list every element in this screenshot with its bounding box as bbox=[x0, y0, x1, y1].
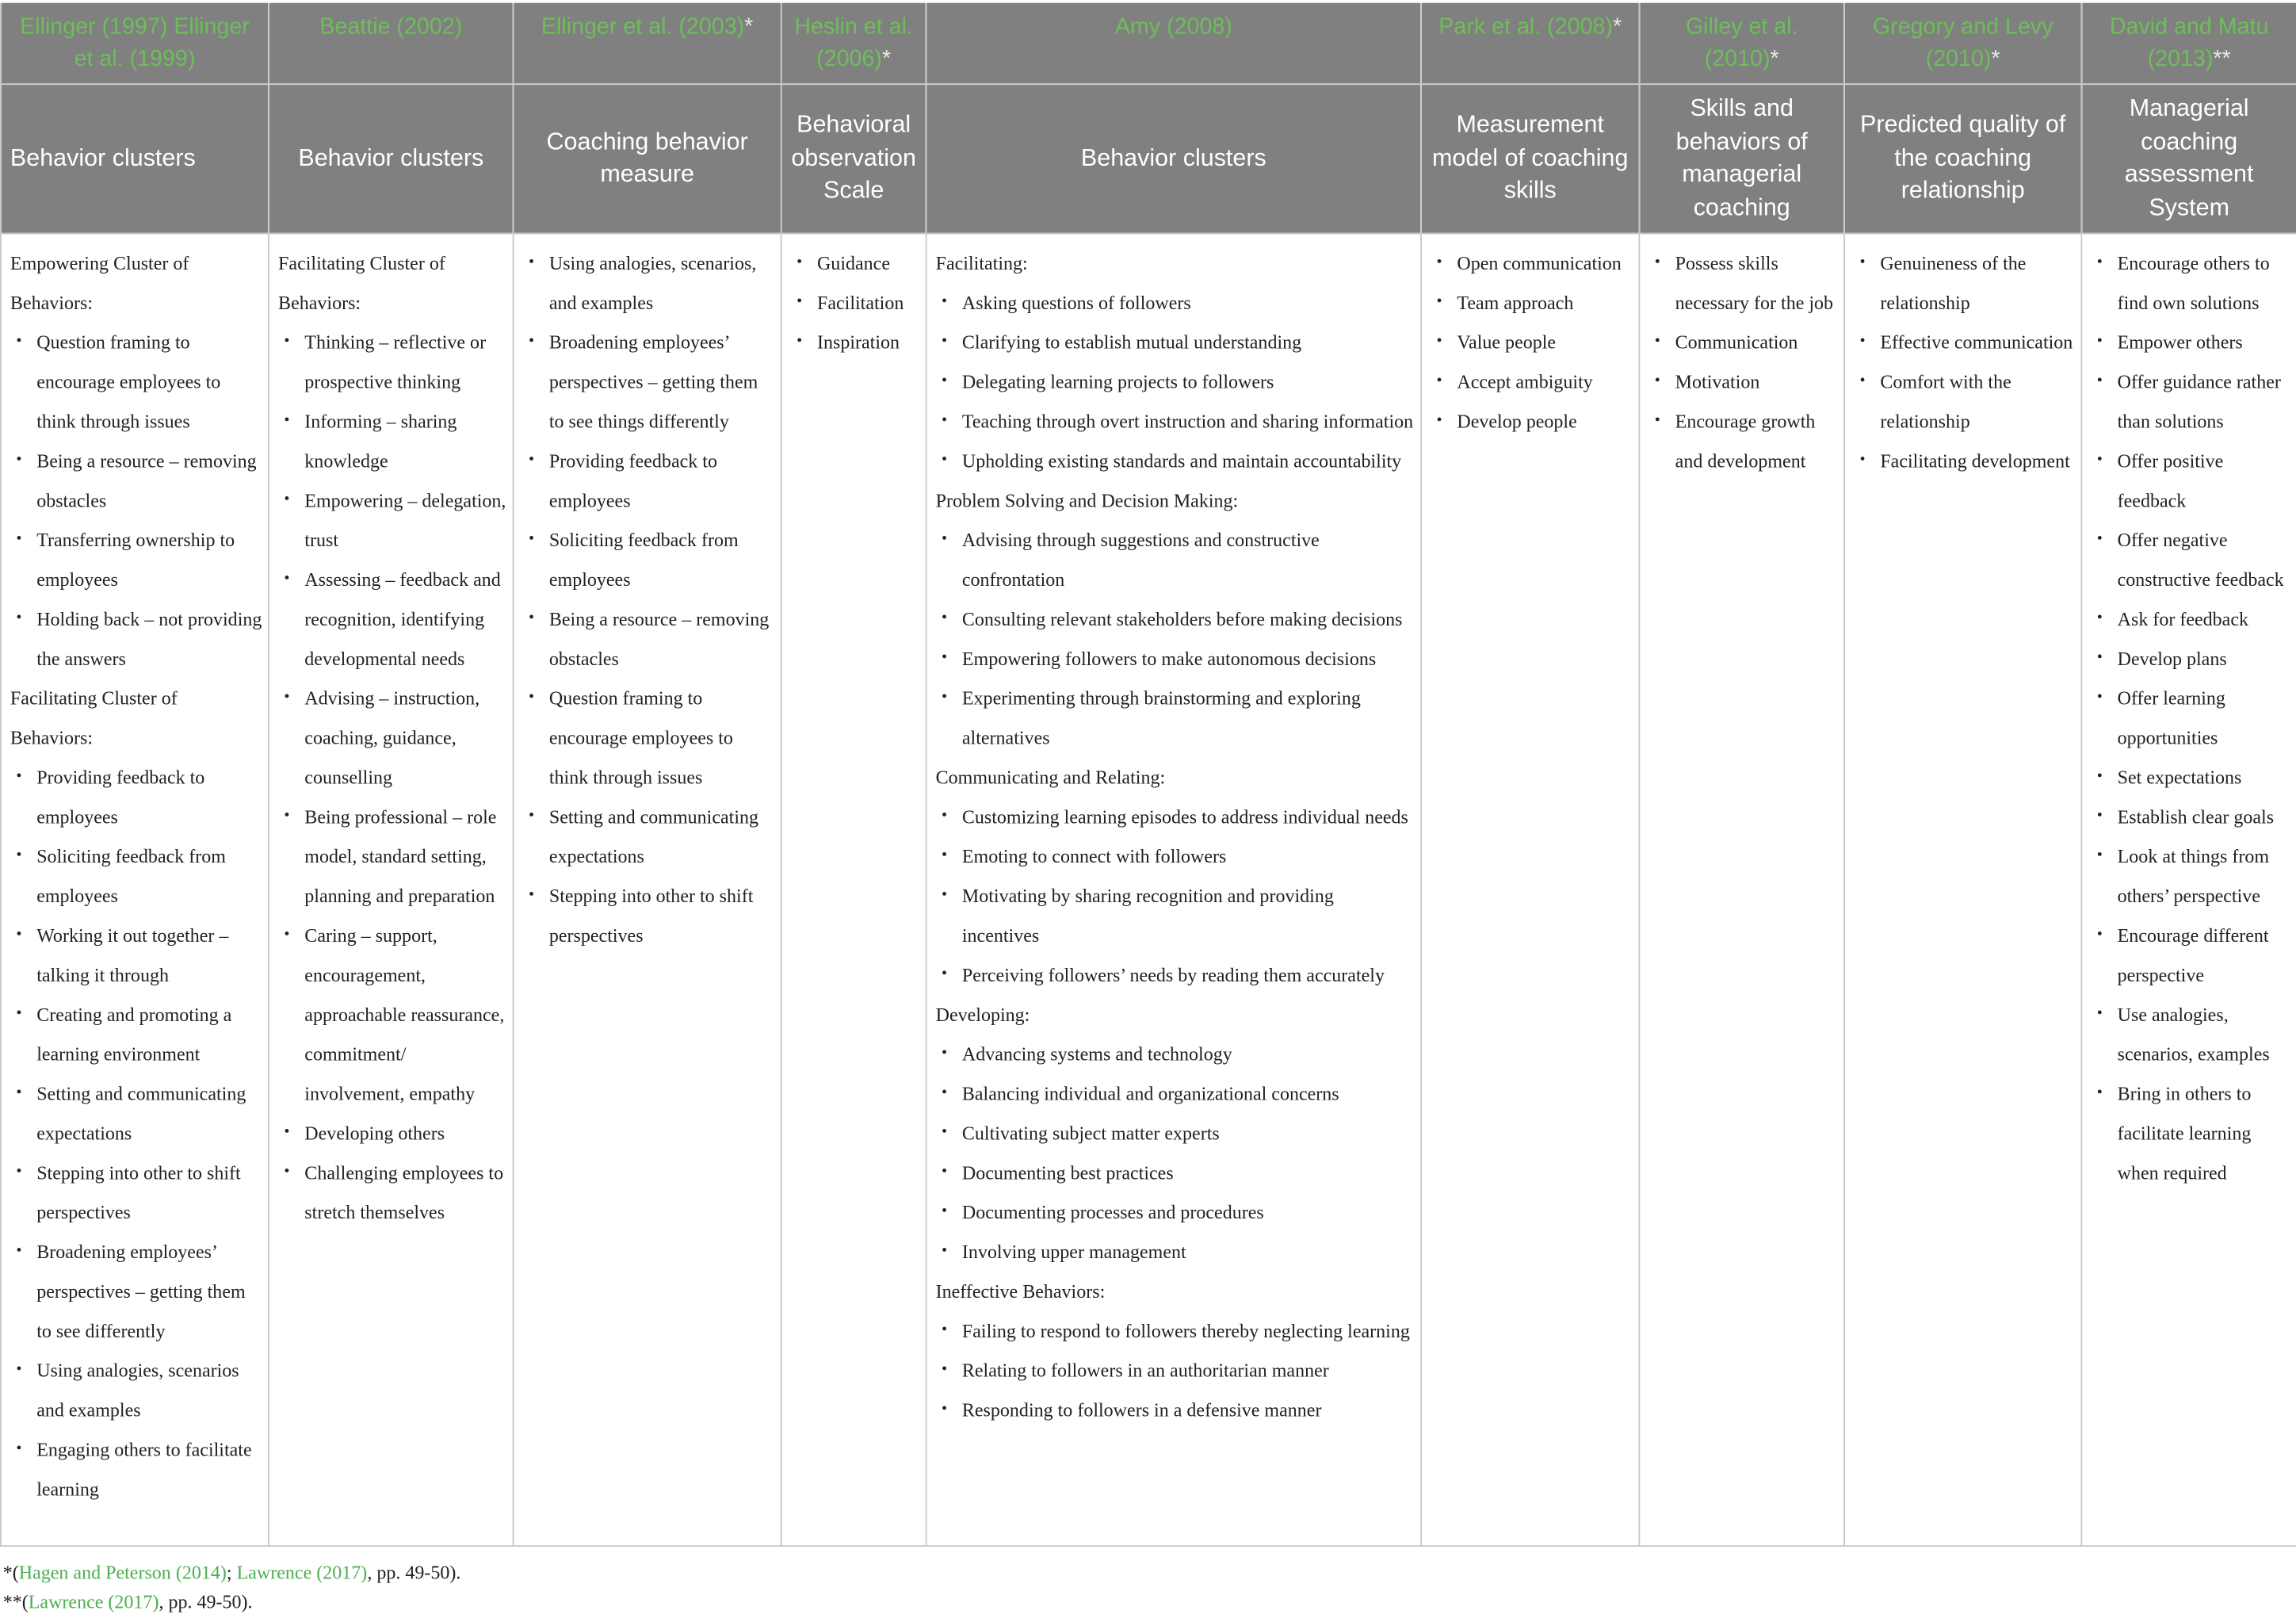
footnote-mark: * bbox=[2, 1561, 13, 1584]
source-citation-link[interactable]: Ellinger et al. (2003) bbox=[541, 14, 745, 40]
behavior-item: • Guidance bbox=[817, 243, 919, 282]
source-citation-cell bbox=[2081, 3, 2296, 84]
behavior-list bbox=[936, 282, 1415, 480]
behavior-list bbox=[936, 796, 1415, 993]
behavior-item: • Using analogies, scenarios and examples bbox=[36, 1350, 262, 1429]
behavior-item: • Providing feedback to employees bbox=[549, 440, 775, 519]
column-header: Behavioral observation Scale bbox=[781, 83, 926, 232]
footnote-1: *(Hagen and Peterson (2014); Lawrence (2017), pp. 49-50). bbox=[2, 1561, 461, 1584]
behavior-list bbox=[936, 1310, 1415, 1429]
behavior-item: • Providing feedback to employees bbox=[36, 756, 262, 836]
source-citation-link[interactable]: Ellinger (1997) Ellinger et al. (1999) bbox=[20, 14, 250, 72]
behavior-item: • Soliciting feedback from employees bbox=[36, 836, 262, 915]
behavior-list-cell bbox=[269, 233, 514, 1545]
behavior-list-cell bbox=[1421, 233, 1639, 1545]
behavior-item: • Motivation bbox=[1675, 361, 1838, 400]
behavior-item: • Responding to followers in a defensive manner bbox=[962, 1389, 1415, 1429]
source-citation-cell bbox=[1421, 3, 1639, 84]
behavior-list bbox=[2091, 243, 2290, 1192]
behavior-item: • Communication bbox=[1675, 322, 1838, 362]
behavior-item: • Use analogies, scenarios, examples bbox=[2118, 994, 2290, 1073]
behavior-list-cell bbox=[1, 233, 269, 1545]
behavior-list bbox=[936, 1033, 1415, 1270]
source-citation-cell bbox=[514, 3, 781, 84]
column-header: Behavior clusters bbox=[1, 83, 269, 232]
behavior-item: • Being a resource – removing obstacles bbox=[549, 599, 775, 678]
behavior-item: • Motivating by sharing recognition and providing incentives bbox=[962, 875, 1415, 954]
cluster-heading: Ineffective Behaviors: bbox=[935, 1279, 1106, 1302]
source-citation-link[interactable]: Beattie (2002) bbox=[319, 14, 463, 40]
behavior-list-row bbox=[1, 233, 2296, 1545]
behavior-list bbox=[278, 322, 506, 1231]
behavior-item: • Team approach bbox=[1457, 282, 1633, 322]
behavior-item: • Offer negative constructive feedback bbox=[2118, 519, 2290, 599]
behavior-list-cell bbox=[2081, 233, 2296, 1545]
behavior-item: • Transferring ownership to employees bbox=[36, 519, 262, 599]
behavior-item: • Advising through suggestions and constructive confrontation bbox=[962, 519, 1415, 599]
column-header: Behavior clusters bbox=[269, 83, 514, 232]
behavior-item: • Setting and communicating expectations bbox=[36, 1073, 262, 1152]
behavior-item: • Customizing learning episodes to address individual needs bbox=[962, 796, 1415, 836]
behavior-item: • Genuineness of the relationship bbox=[1880, 243, 2075, 322]
behavior-item: • Being professional – role model, standard setting, planning and preparation bbox=[304, 796, 506, 915]
behavior-item: • Clarifying to establish mutual understanding bbox=[962, 322, 1415, 362]
behavior-item: • Accept ambiguity bbox=[1457, 361, 1633, 400]
behavior-item: • Setting and communicating expectations bbox=[549, 796, 775, 875]
citation-link-lawrence[interactable]: Lawrence (2017) bbox=[28, 1590, 159, 1613]
behavior-item: • Challenging employees to stretch themselves bbox=[304, 1152, 506, 1231]
behavior-item: • Stepping into other to shift perspectives bbox=[36, 1152, 262, 1231]
behavior-list bbox=[10, 756, 262, 1508]
behavior-item: • Bring in others to facilitate learning when required bbox=[2118, 1073, 2290, 1192]
behavior-item: • Develop people bbox=[1457, 400, 1633, 440]
behavior-item: • Engaging others to facilitate learning bbox=[36, 1429, 262, 1508]
cluster-heading: Problem Solving and Decision Making: bbox=[935, 488, 1239, 511]
behavior-item: • Informing – sharing knowledge bbox=[304, 400, 506, 480]
behavior-item: • Question framing to encourage employees to think through issues bbox=[549, 678, 775, 797]
behavior-item: • Establish clear goals bbox=[2118, 796, 2290, 836]
cluster-heading: Communicating and Relating: bbox=[935, 765, 1166, 788]
source-row bbox=[1, 3, 2296, 84]
behavior-item: • Documenting processes and procedures bbox=[962, 1192, 1415, 1231]
source-citation-cell bbox=[926, 3, 1421, 84]
source-citation-link[interactable]: Gilley et al. (2010) bbox=[1685, 14, 1798, 72]
behavior-item: • Possess skills necessary for the job bbox=[1675, 243, 1838, 322]
behavior-item: • Holding back – not providing the answers bbox=[36, 599, 262, 678]
behavior-item: • Encourage others to find own solutions bbox=[2118, 243, 2290, 322]
behavior-item: • Value people bbox=[1457, 322, 1633, 362]
footnote-2: **(Lawrence (2017), pp. 49-50). bbox=[2, 1590, 253, 1613]
source-citation-link[interactable]: Amy (2008) bbox=[1114, 14, 1232, 40]
behavior-item: • Thinking – reflective or prospective thinking bbox=[304, 322, 506, 401]
behavior-list bbox=[936, 519, 1415, 756]
behavior-item: • Delegating learning projects to followers bbox=[962, 361, 1415, 400]
column-header: Behavior clusters bbox=[926, 83, 1421, 232]
column-header: Skills and behaviors of managerial coaching bbox=[1639, 83, 1844, 232]
behavior-item: • Inspiration bbox=[817, 322, 919, 362]
behavior-item: • Empowering followers to make autonomous decisions bbox=[962, 638, 1415, 678]
behavior-item: • Perceiving followers’ needs by reading them accurately bbox=[962, 954, 1415, 994]
behavior-item: • Asking questions of followers bbox=[962, 282, 1415, 322]
behavior-item: • Look at things from others’ perspective bbox=[2118, 836, 2290, 915]
source-citation-cell bbox=[1844, 3, 2081, 84]
behavior-item: • Facilitating development bbox=[1880, 440, 2075, 480]
behavior-item: • Broadening employees’ perspectives – getting them to see things differently bbox=[549, 322, 775, 441]
source-citation-link[interactable]: Gregory and Levy (2010) bbox=[1872, 14, 2053, 72]
behavior-item: • Cultivating subject matter experts bbox=[962, 1112, 1415, 1152]
behavior-item: • Open communication bbox=[1457, 243, 1633, 282]
behavior-list bbox=[523, 243, 775, 954]
behavior-item: • Stepping into other to shift perspectives bbox=[549, 875, 775, 954]
behavior-item: • Teaching through overt instruction and sharing information bbox=[962, 400, 1415, 440]
source-footnote-mark: * bbox=[1770, 47, 1779, 72]
coaching-behaviors-table bbox=[0, 3, 2296, 1546]
behavior-item: • Advising – instruction, coaching, guidance, counselling bbox=[304, 678, 506, 797]
column-header-row bbox=[1, 83, 2296, 232]
source-footnote-mark: ** bbox=[2213, 47, 2231, 72]
behavior-item: • Developing others bbox=[304, 1112, 506, 1152]
cluster-heading: Facilitating: bbox=[935, 251, 1028, 274]
source-citation-cell bbox=[269, 3, 514, 84]
behavior-item: • Assessing – feedback and recognition, identifying developmental needs bbox=[304, 559, 506, 678]
behavior-item: • Ask for feedback bbox=[2118, 599, 2290, 638]
behavior-item: • Facilitation bbox=[817, 282, 919, 322]
behavior-item: • Comfort with the relationship bbox=[1880, 361, 2075, 440]
behavior-list-cell bbox=[781, 233, 926, 1545]
behavior-item: • Balancing individual and organizational concerns bbox=[962, 1073, 1415, 1112]
source-citation-link[interactable]: Heslin et al. (2006) bbox=[794, 14, 913, 72]
behavior-item: • Offer guidance rather than solutions bbox=[2118, 361, 2290, 440]
behavior-item: • Consulting relevant stakeholders before making decisions bbox=[962, 599, 1415, 638]
behavior-item: • Failing to respond to followers thereby neglecting learning bbox=[962, 1310, 1415, 1350]
behavior-list bbox=[1854, 243, 2075, 480]
footnote-mark: ** bbox=[2, 1590, 22, 1613]
behavior-list-cell bbox=[514, 233, 781, 1545]
source-footnote-mark: * bbox=[1991, 47, 2000, 72]
citation-link-hagen-peterson[interactable]: Hagen and Peterson (2014) bbox=[18, 1561, 227, 1584]
source-citation-link[interactable]: Park et al. (2008) bbox=[1438, 14, 1613, 40]
behavior-list bbox=[10, 322, 262, 678]
behavior-item: • Offer learning opportunities bbox=[2118, 678, 2290, 757]
behavior-item: • Empowering – delegation, trust bbox=[304, 480, 506, 559]
behavior-list-cell bbox=[1844, 233, 2081, 1545]
source-footnote-mark: * bbox=[881, 47, 892, 72]
behavior-item: • Set expectations bbox=[2118, 756, 2290, 796]
behavior-item: • Documenting best practices bbox=[962, 1152, 1415, 1192]
cluster-heading: Developing: bbox=[935, 1002, 1030, 1025]
behavior-item: • Offer positive feedback bbox=[2118, 440, 2290, 519]
source-citation-cell bbox=[781, 3, 926, 84]
behavior-list bbox=[1431, 243, 1633, 440]
behavior-item: • Develop plans bbox=[2118, 638, 2290, 678]
behavior-item: • Caring – support, encouragement, approachable reassurance, commitment/ involvement, empathy bbox=[304, 915, 506, 1112]
column-header: Measurement model of coaching skills bbox=[1421, 83, 1639, 232]
cluster-heading: Facilitating Cluster of Behaviors: bbox=[278, 251, 445, 313]
behavior-item: • Advancing systems and technology bbox=[962, 1033, 1415, 1073]
behavior-item: • Being a resource – removing obstacles bbox=[36, 440, 262, 519]
behavior-item: • Encourage growth and development bbox=[1675, 400, 1838, 480]
behavior-item: • Relating to followers in an authoritarian manner bbox=[962, 1350, 1415, 1390]
behavior-item: • Broadening employees’ perspectives – getting them to see differently bbox=[36, 1231, 262, 1350]
source-citation-cell bbox=[1639, 3, 1844, 84]
behavior-item: • Question framing to encourage employees to think through issues bbox=[36, 322, 262, 441]
source-citation-cell bbox=[1, 3, 269, 84]
behavior-list-cell bbox=[1639, 233, 1844, 1545]
behavior-item: • Working it out together – talking it through bbox=[36, 915, 262, 994]
behavior-item: • Creating and promoting a learning environment bbox=[36, 994, 262, 1073]
behavior-list bbox=[791, 243, 920, 362]
behavior-item: • Effective communication bbox=[1880, 322, 2075, 362]
cluster-heading: Facilitating Cluster of Behaviors: bbox=[10, 686, 178, 748]
behavior-item: • Encourage different perspective bbox=[2118, 915, 2290, 994]
behavior-item: • Soliciting feedback from employees bbox=[549, 519, 775, 599]
source-footnote-mark: * bbox=[744, 14, 754, 40]
behavior-list bbox=[1648, 243, 1837, 480]
citation-link-lawrence[interactable]: Lawrence (2017) bbox=[236, 1561, 368, 1584]
source-footnote-mark: * bbox=[1612, 14, 1622, 40]
column-header: Coaching behavior measure bbox=[514, 83, 781, 232]
behavior-item: • Empower others bbox=[2118, 322, 2290, 362]
cluster-heading: Empowering Cluster of Behaviors: bbox=[10, 251, 189, 313]
behavior-item: • Involving upper management bbox=[962, 1231, 1415, 1271]
behavior-item: • Upholding existing standards and maintain accountability bbox=[962, 440, 1415, 480]
behavior-item: • Emoting to connect with followers bbox=[962, 836, 1415, 875]
column-header: Predicted quality of the coaching relationship bbox=[1844, 83, 2081, 232]
behavior-item: • Using analogies, scenarios, and examples bbox=[549, 243, 775, 322]
column-header: Managerial coaching assessment System bbox=[2081, 83, 2296, 232]
source-citation-link[interactable]: David and Matu (2013) bbox=[2109, 14, 2269, 72]
behavior-list-cell bbox=[926, 233, 1421, 1545]
behavior-item: • Experimenting through brainstorming and exploring alternatives bbox=[962, 678, 1415, 757]
